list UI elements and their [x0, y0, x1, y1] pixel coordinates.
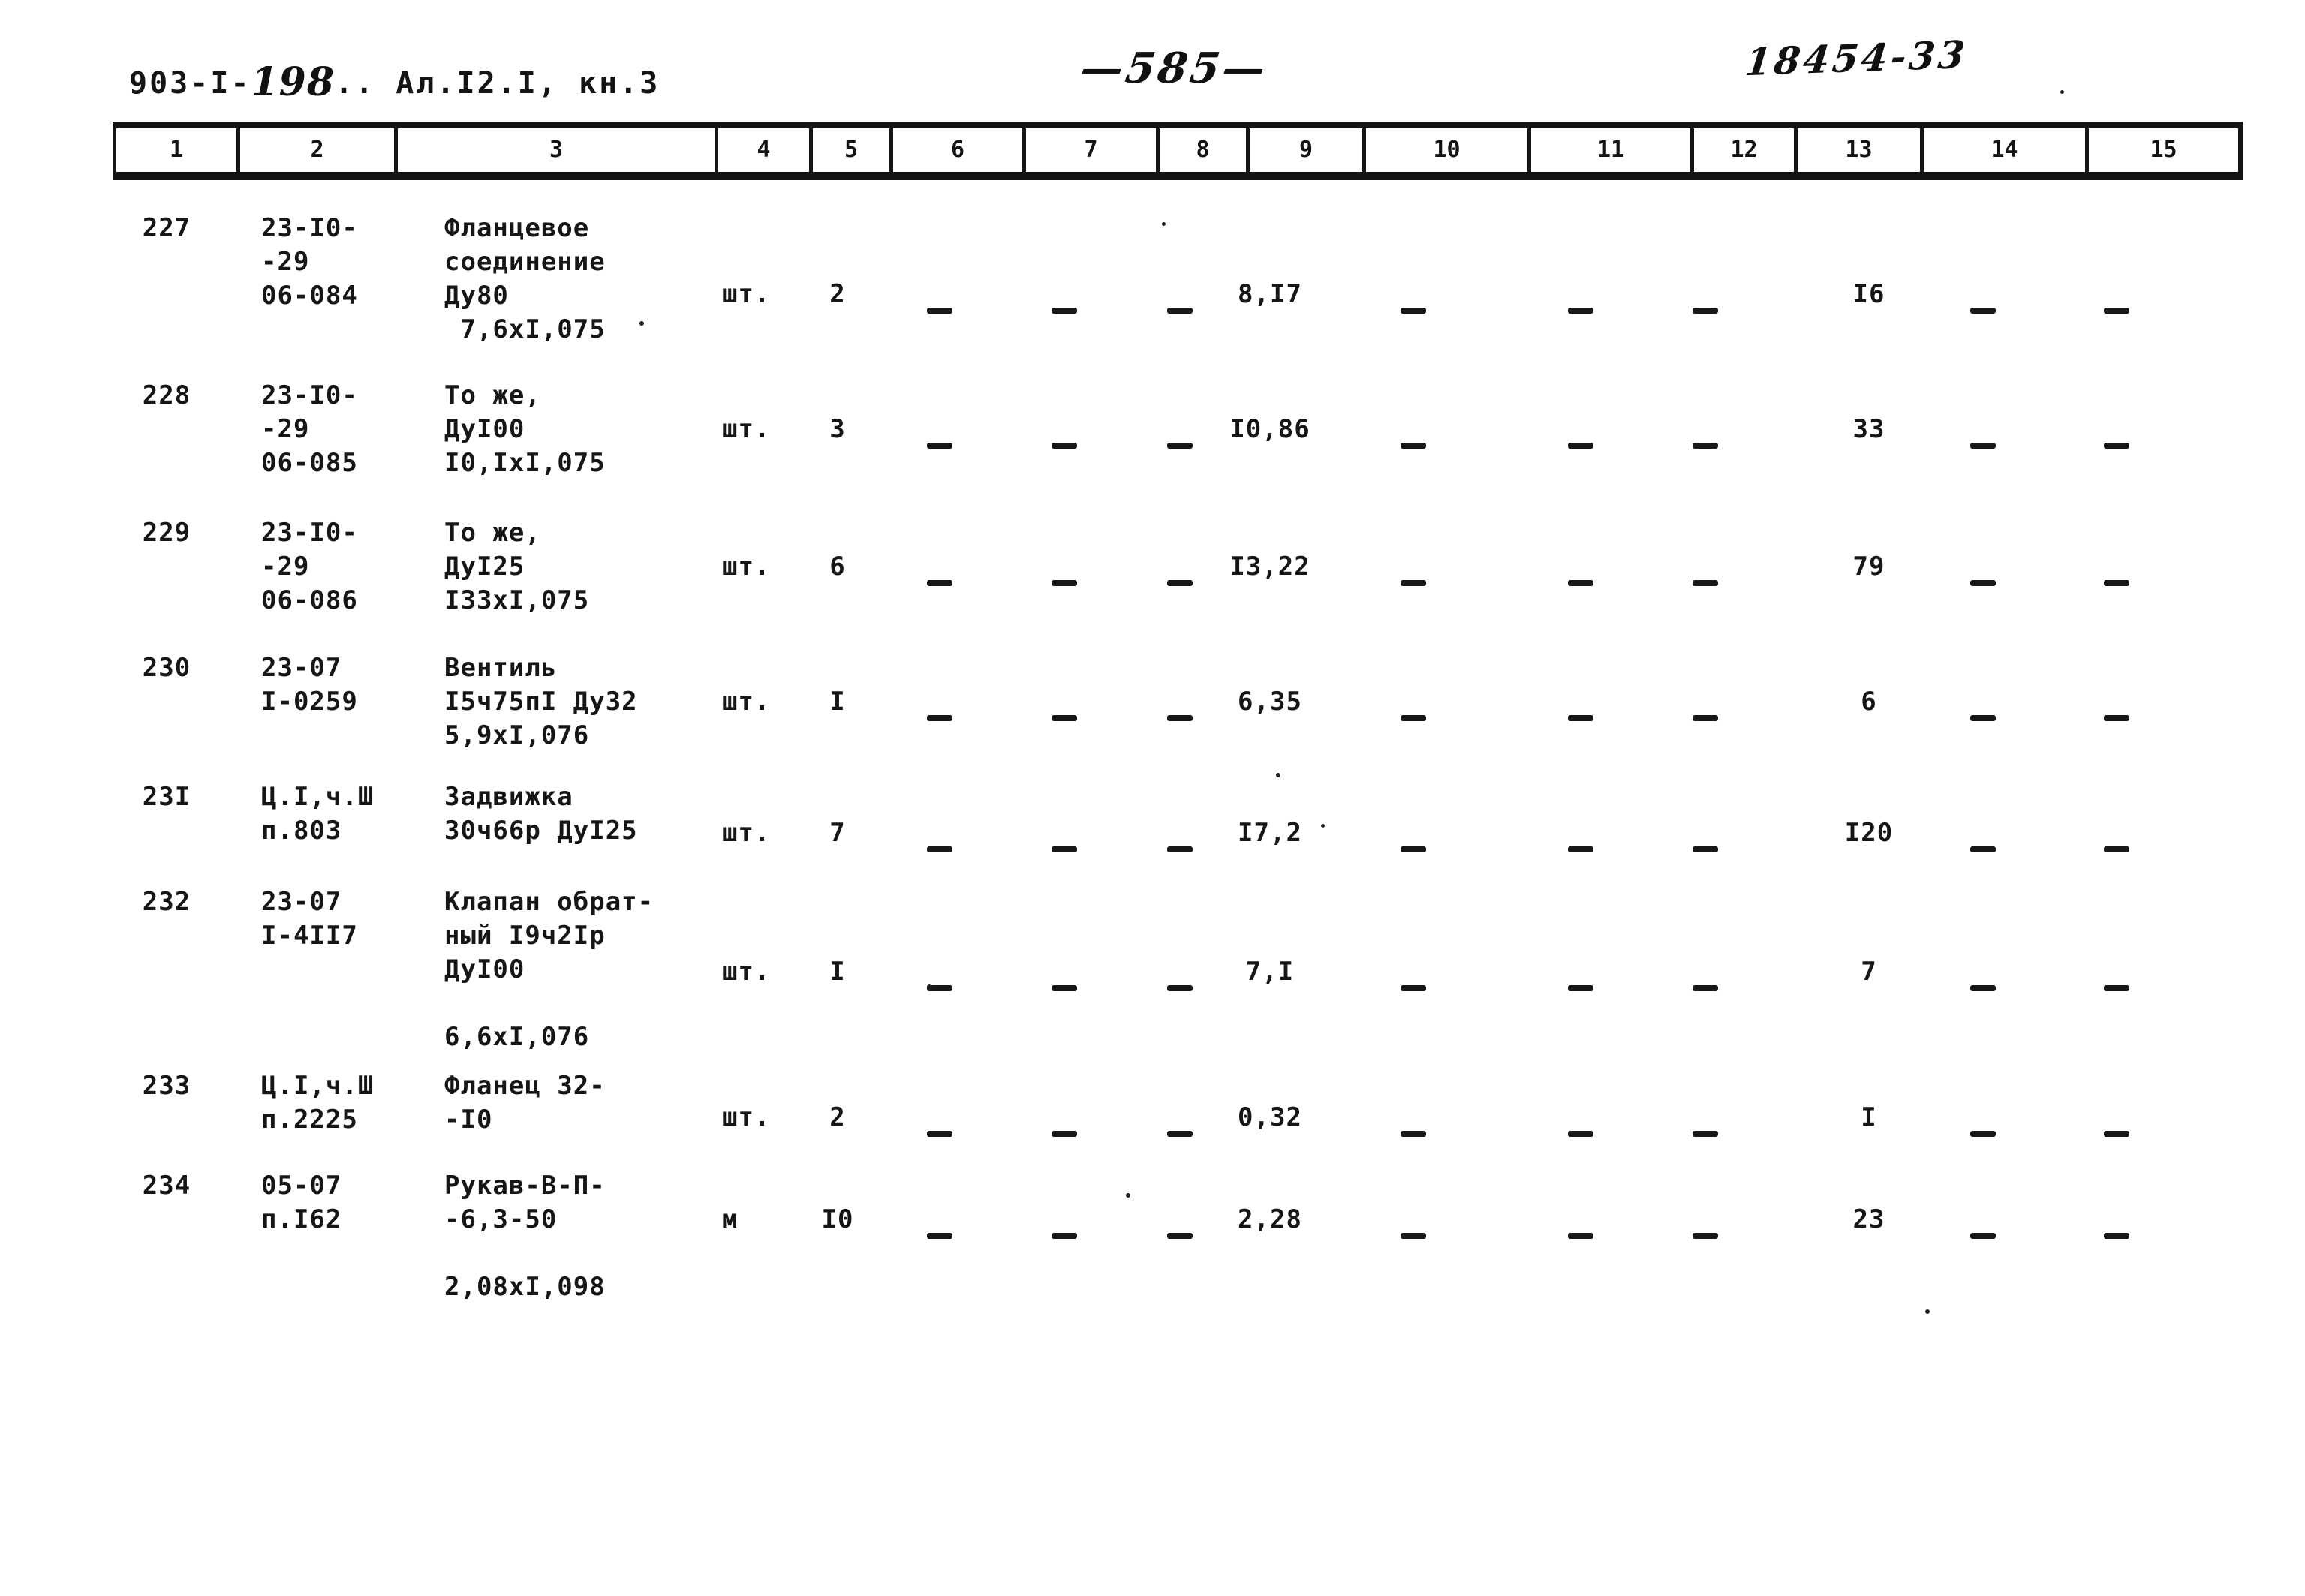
cell-desc-row-233 — [444, 1069, 606, 1137]
text-line: -29 — [261, 552, 310, 582]
column-header-1: 1 — [113, 128, 236, 172]
dash-placeholder — [1052, 1131, 1077, 1137]
text-line: 06-085 — [261, 448, 358, 478]
cell-c7-row-228 — [1052, 424, 1077, 458]
dash-placeholder — [1568, 1131, 1593, 1137]
cell-num-row-23I: 23I — [142, 782, 191, 812]
cell-c6-row-23I — [927, 828, 952, 861]
dash-placeholder — [1970, 715, 1996, 721]
text-line: 23-I0- — [261, 380, 358, 410]
scan-speck — [2060, 90, 2064, 94]
cell-c13-row-229: 79 — [1852, 552, 1885, 582]
cell-c13-row-232: 7 — [1861, 957, 1877, 987]
scan-speck — [639, 321, 644, 326]
text-line: соединение — [444, 247, 606, 277]
cell-c15-row-230 — [2104, 696, 2129, 730]
column-header-4: 4 — [715, 128, 809, 172]
text-line: -29 — [261, 414, 310, 444]
dash-placeholder — [1693, 1131, 1718, 1137]
cell-c9-row-233: 0,32 — [1238, 1102, 1302, 1132]
cell-c11-row-228 — [1568, 424, 1593, 458]
cell-c14-row-234 — [1970, 1214, 1996, 1248]
dash-placeholder — [1568, 715, 1593, 721]
dash-placeholder — [2104, 1131, 2129, 1137]
cell-unit-row-228: шт. — [722, 414, 771, 444]
text-line: 23-I0- — [261, 213, 358, 243]
text-line: 06-084 — [261, 281, 358, 311]
text-line: Вентиль — [444, 653, 558, 683]
doc-number-suffix: .. Ал.I2.I, кн.3 — [335, 66, 661, 101]
text-line: Ду80 — [444, 281, 509, 311]
column-header-6: 6 — [889, 128, 1022, 172]
cell-code-row-232 — [261, 885, 358, 953]
text-line: 7,6хI,075 — [444, 314, 606, 344]
cell-desc-row-227 — [444, 212, 606, 347]
dash-placeholder — [1401, 443, 1426, 449]
cell-c9-row-230: 6,35 — [1238, 687, 1302, 717]
page-number: —585— — [1077, 44, 1271, 93]
cell-c11-row-234 — [1568, 1214, 1593, 1248]
cell-unit-row-230: шт. — [722, 687, 771, 717]
cell-c7-row-233 — [1052, 1112, 1077, 1146]
cell-c14-row-230 — [1970, 696, 1996, 730]
cell-c15-row-234 — [2104, 1214, 2129, 1248]
cell-code-row-228 — [261, 379, 358, 480]
cell-code-row-23I — [261, 780, 374, 848]
dash-placeholder — [1167, 1233, 1193, 1239]
cell-c15-row-229 — [2104, 561, 2129, 595]
dash-placeholder — [1052, 1233, 1077, 1239]
cell-c12-row-232 — [1693, 966, 1718, 1000]
cell-c11-row-232 — [1568, 966, 1593, 1000]
cell-c10-row-229 — [1401, 561, 1426, 595]
dash-placeholder — [1052, 443, 1077, 449]
text-line: ДуI25 — [444, 552, 525, 582]
cell-c12-row-234 — [1693, 1214, 1718, 1248]
dash-placeholder — [2104, 846, 2129, 852]
text-line: ДуI00 — [444, 414, 525, 444]
text-line: I-0259 — [261, 687, 358, 717]
column-header-11: 11 — [1527, 128, 1690, 172]
cell-c12-row-227 — [1693, 289, 1718, 323]
cell-unit-row-23I: шт. — [722, 818, 771, 848]
cell-qty-row-230: I — [829, 687, 846, 717]
dash-placeholder — [1693, 1233, 1718, 1239]
dash-placeholder — [1568, 1233, 1593, 1239]
dash-placeholder — [1167, 1131, 1193, 1137]
dash-placeholder — [1693, 308, 1718, 314]
cell-qty-row-227: 2 — [829, 279, 846, 309]
text-line: 23-I0- — [261, 518, 358, 548]
text-line: 5,9хI,076 — [444, 720, 590, 750]
dash-placeholder — [927, 1131, 952, 1137]
dash-placeholder — [2104, 443, 2129, 449]
dash-placeholder — [2104, 308, 2129, 314]
text-line: п.2225 — [261, 1105, 358, 1135]
cell-c15-row-227 — [2104, 289, 2129, 323]
text-line — [444, 1237, 606, 1270]
cell-unit-row-229: шт. — [722, 552, 771, 582]
cell-c13-row-234: 23 — [1852, 1204, 1885, 1234]
archive-number: 18454-33 — [1742, 32, 1970, 85]
text-line: 05-07 — [261, 1171, 342, 1201]
scan-speck — [1276, 773, 1280, 777]
cell-c9-row-227: 8,I7 — [1238, 279, 1302, 309]
dash-placeholder — [927, 308, 952, 314]
cell-c12-row-228 — [1693, 424, 1718, 458]
dash-placeholder — [2104, 715, 2129, 721]
text-line: То же, — [444, 380, 541, 410]
cell-qty-row-23I: 7 — [829, 818, 846, 848]
dash-placeholder — [2104, 1233, 2129, 1239]
text-line: 6,6хI,076 — [444, 1022, 590, 1052]
dash-placeholder — [1970, 846, 1996, 852]
dash-placeholder — [1052, 715, 1077, 721]
text-line: 2,08хI,098 — [444, 1272, 606, 1302]
text-line: Ц.I,ч.Ш — [261, 1071, 375, 1101]
dash-placeholder — [1693, 715, 1718, 721]
cell-c10-row-227 — [1401, 289, 1426, 323]
dash-placeholder — [927, 715, 952, 721]
dash-placeholder — [1970, 1233, 1996, 1239]
cell-c11-row-227 — [1568, 289, 1593, 323]
text-line: Фланцевое — [444, 213, 590, 243]
dash-placeholder — [1568, 580, 1593, 586]
cell-c12-row-233 — [1693, 1112, 1718, 1146]
cell-c14-row-229 — [1970, 561, 1996, 595]
cell-qty-row-228: 3 — [829, 414, 846, 444]
cell-c15-row-23I — [2104, 828, 2129, 861]
scan-speck — [1321, 824, 1325, 828]
cell-c9-row-229: I3,22 — [1229, 552, 1310, 582]
column-header-10: 10 — [1362, 128, 1527, 172]
cell-c13-row-230: 6 — [1861, 687, 1877, 717]
cell-num-row-233: 233 — [142, 1071, 191, 1101]
text-line: п.I62 — [261, 1204, 342, 1234]
cell-desc-row-23I — [444, 780, 638, 848]
dash-placeholder — [1167, 580, 1193, 586]
cell-c7-row-232 — [1052, 966, 1077, 1000]
dash-placeholder — [1052, 846, 1077, 852]
column-header-9: 9 — [1246, 128, 1362, 172]
cell-c8-row-229 — [1167, 561, 1193, 595]
dash-placeholder — [927, 1233, 952, 1239]
cell-num-row-234: 234 — [142, 1171, 191, 1201]
cell-c7-row-23I — [1052, 828, 1077, 861]
cell-c14-row-227 — [1970, 289, 1996, 323]
text-line: I-4II7 — [261, 921, 358, 951]
cell-c13-row-227: I6 — [1852, 279, 1885, 309]
cell-c8-row-230 — [1167, 696, 1193, 730]
column-header-2: 2 — [236, 128, 394, 172]
cell-unit-row-234: м — [722, 1204, 739, 1234]
dash-placeholder — [1568, 985, 1593, 991]
text-line: ДуI00 — [444, 954, 525, 984]
text-line: -29 — [261, 247, 310, 277]
cell-qty-row-229: 6 — [829, 552, 846, 582]
cell-c8-row-227 — [1167, 289, 1193, 323]
dash-placeholder — [1167, 443, 1193, 449]
cell-desc-row-228 — [444, 379, 606, 480]
cell-code-row-233 — [261, 1069, 374, 1137]
dash-placeholder — [1693, 580, 1718, 586]
text-line: Клапан обрат- — [444, 887, 654, 917]
cell-qty-row-233: 2 — [829, 1102, 846, 1132]
cell-c13-row-233: I — [1861, 1102, 1877, 1132]
column-header-12: 12 — [1690, 128, 1794, 172]
column-header-3: 3 — [394, 128, 715, 172]
dash-placeholder — [1052, 580, 1077, 586]
cell-c8-row-228 — [1167, 424, 1193, 458]
cell-unit-row-233: шт. — [722, 1102, 771, 1132]
cell-c7-row-229 — [1052, 561, 1077, 595]
cell-num-row-230: 230 — [142, 653, 191, 683]
column-header-13: 13 — [1794, 128, 1920, 172]
dash-placeholder — [1401, 1233, 1426, 1239]
dash-placeholder — [1167, 985, 1193, 991]
cell-c7-row-230 — [1052, 696, 1077, 730]
cell-desc-row-234 — [444, 1169, 606, 1304]
cell-c11-row-233 — [1568, 1112, 1593, 1146]
cell-c12-row-23I — [1693, 828, 1718, 861]
cell-c9-row-234: 2,28 — [1238, 1204, 1302, 1234]
scan-speck — [927, 984, 931, 989]
doc-number-handwritten: 198 — [251, 59, 336, 105]
cell-desc-row-230 — [444, 651, 638, 753]
dash-placeholder — [1401, 985, 1426, 991]
cell-c8-row-23I — [1167, 828, 1193, 861]
cell-c6-row-228 — [927, 424, 952, 458]
text-line: 23-07 — [261, 887, 342, 917]
cell-c11-row-230 — [1568, 696, 1593, 730]
cell-num-row-229: 229 — [142, 518, 191, 548]
dash-placeholder — [1970, 580, 1996, 586]
cell-code-row-227 — [261, 212, 358, 313]
cell-c15-row-228 — [2104, 424, 2129, 458]
cell-code-row-229 — [261, 516, 358, 618]
column-header-7: 7 — [1022, 128, 1156, 172]
cell-c6-row-229 — [927, 561, 952, 595]
dash-placeholder — [1970, 443, 1996, 449]
column-header-5: 5 — [809, 128, 889, 172]
cell-qty-row-234: I0 — [821, 1204, 854, 1234]
cell-c11-row-23I — [1568, 828, 1593, 861]
dash-placeholder — [927, 580, 952, 586]
dash-placeholder — [1693, 443, 1718, 449]
cell-c13-row-228: 33 — [1852, 414, 1885, 444]
column-header-8: 8 — [1156, 128, 1246, 172]
cell-c9-row-228: I0,86 — [1229, 414, 1310, 444]
cell-desc-row-229 — [444, 516, 589, 618]
cell-c6-row-227 — [927, 289, 952, 323]
dash-placeholder — [927, 846, 952, 852]
cell-c10-row-228 — [1401, 424, 1426, 458]
dash-placeholder — [1568, 846, 1593, 852]
cell-c9-row-232: 7,I — [1245, 957, 1295, 987]
dash-placeholder — [927, 443, 952, 449]
dash-placeholder — [1401, 846, 1426, 852]
cell-c8-row-232 — [1167, 966, 1193, 1000]
dash-placeholder — [1167, 308, 1193, 314]
dash-placeholder — [1167, 846, 1193, 852]
cell-c11-row-229 — [1568, 561, 1593, 595]
dash-placeholder — [1401, 1131, 1426, 1137]
cell-c14-row-228 — [1970, 424, 1996, 458]
cell-c6-row-233 — [927, 1112, 952, 1146]
cell-c6-row-230 — [927, 696, 952, 730]
dash-placeholder — [1693, 846, 1718, 852]
dash-placeholder — [1052, 308, 1077, 314]
text-line: I0,IхI,075 — [444, 448, 606, 478]
dash-placeholder — [1568, 308, 1593, 314]
text-line: I5ч75пI Ду32 — [444, 687, 638, 717]
column-header-15: 15 — [2085, 128, 2243, 172]
cell-c7-row-227 — [1052, 289, 1077, 323]
cell-num-row-227: 227 — [142, 213, 191, 243]
scan-speck — [1925, 1309, 1930, 1314]
cell-desc-row-232 — [444, 885, 654, 1054]
dash-placeholder — [2104, 985, 2129, 991]
cell-c10-row-234 — [1401, 1214, 1426, 1248]
text-line: Ц.I,ч.Ш — [261, 782, 375, 812]
text-line: ный I9ч2Iр — [444, 921, 606, 951]
text-line — [444, 987, 654, 1020]
dash-placeholder — [1693, 985, 1718, 991]
cell-c10-row-230 — [1401, 696, 1426, 730]
text-line: п.803 — [261, 816, 342, 846]
dash-placeholder — [1052, 985, 1077, 991]
cell-c12-row-230 — [1693, 696, 1718, 730]
text-line: I33хI,075 — [444, 585, 590, 615]
cell-c14-row-23I — [1970, 828, 1996, 861]
cell-unit-row-227: шт. — [722, 279, 771, 309]
text-line: 06-086 — [261, 585, 358, 615]
doc-number — [129, 57, 660, 103]
scan-speck — [1162, 222, 1166, 226]
cell-c14-row-233 — [1970, 1112, 1996, 1146]
dash-placeholder — [1401, 580, 1426, 586]
dash-placeholder — [1970, 985, 1996, 991]
text-line: 30ч66р ДуI25 — [444, 816, 638, 846]
cell-c10-row-232 — [1401, 966, 1426, 1000]
dash-placeholder — [1970, 1131, 1996, 1137]
text-line: То же, — [444, 518, 541, 548]
cell-c8-row-234 — [1167, 1214, 1193, 1248]
column-header-14: 14 — [1920, 128, 2085, 172]
cell-c6-row-232 — [927, 966, 952, 1000]
cell-num-row-232: 232 — [142, 887, 191, 917]
cell-c14-row-232 — [1970, 966, 1996, 1000]
doc-number-prefix: 903-I- — [129, 66, 251, 101]
cell-c15-row-232 — [2104, 966, 2129, 1000]
scan-speck — [1126, 1193, 1130, 1198]
cell-num-row-228: 228 — [142, 380, 191, 410]
cell-code-row-230 — [261, 651, 358, 719]
cell-c15-row-233 — [2104, 1112, 2129, 1146]
table-header-row — [113, 122, 2243, 180]
cell-c12-row-229 — [1693, 561, 1718, 595]
text-line: -6,3-50 — [444, 1204, 558, 1234]
cell-c7-row-234 — [1052, 1214, 1077, 1248]
dash-placeholder — [2104, 580, 2129, 586]
cell-c10-row-233 — [1401, 1112, 1426, 1146]
dash-placeholder — [1568, 443, 1593, 449]
cell-code-row-234 — [261, 1169, 342, 1237]
cell-c13-row-23I: I20 — [1844, 818, 1894, 848]
text-line: Задвижка — [444, 782, 573, 812]
dash-placeholder — [1167, 715, 1193, 721]
cell-unit-row-232: шт. — [722, 957, 771, 987]
cell-c9-row-23I: I7,2 — [1238, 818, 1302, 848]
text-line: Фланец 32- — [444, 1071, 606, 1101]
dash-placeholder — [1401, 715, 1426, 721]
cell-c6-row-234 — [927, 1214, 952, 1248]
text-line: -I0 — [444, 1105, 493, 1135]
text-line: 23-07 — [261, 653, 342, 683]
cell-qty-row-232: I — [829, 957, 846, 987]
dash-placeholder — [1970, 308, 1996, 314]
cell-c10-row-23I — [1401, 828, 1426, 861]
cell-c8-row-233 — [1167, 1112, 1193, 1146]
dash-placeholder — [1401, 308, 1426, 314]
text-line: Рукав-В-П- — [444, 1171, 606, 1201]
